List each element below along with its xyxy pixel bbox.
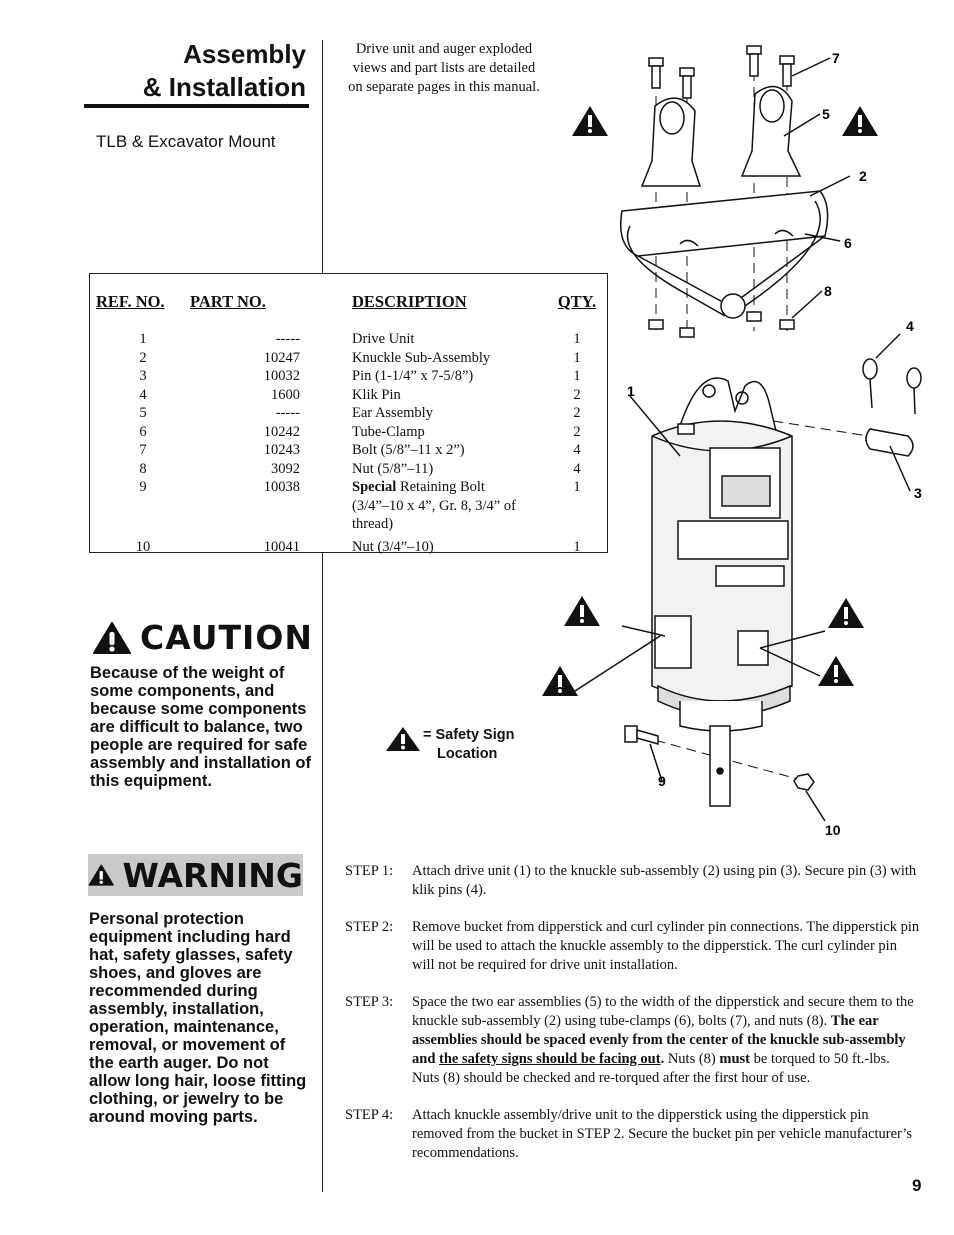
safety-sign-icon xyxy=(385,726,421,752)
step-label: STEP 1: xyxy=(345,863,394,879)
step-2 xyxy=(345,918,920,975)
legend-line-1: = Safety Sign xyxy=(423,727,515,743)
cell-qty: 2 xyxy=(573,405,581,421)
table-row xyxy=(96,404,601,423)
header-description: DESCRIPTION xyxy=(352,292,467,311)
cell-description: Bolt (5/8”–11 x 2”) xyxy=(352,442,465,458)
cell-ref: 4 xyxy=(139,386,147,403)
cell-ref: 3 xyxy=(139,368,147,384)
caution-triangle-icon xyxy=(92,621,132,655)
callout-6: 6 xyxy=(844,235,852,251)
callout-1: 1 xyxy=(627,383,635,399)
caution-label: CAUTION xyxy=(140,618,313,657)
description-bold: Special xyxy=(352,479,397,495)
cell-qty: 4 xyxy=(573,442,581,458)
table-row xyxy=(96,441,601,460)
table-row xyxy=(96,386,601,405)
step-3-bold-underline: the safety signs should be facing out xyxy=(439,1051,661,1067)
description-line-2: (3/4”–10 x 4”, Gr. 8, 3/4” of thread) xyxy=(352,497,516,532)
callout-2: 2 xyxy=(859,168,867,184)
safety-sign-legend xyxy=(385,726,514,764)
table-row xyxy=(96,367,601,386)
step-label: STEP 3: xyxy=(345,994,394,1010)
cell-ref: 10 xyxy=(135,538,151,555)
step-3-text-e: Nuts (8) xyxy=(664,1051,720,1067)
table-row xyxy=(96,538,601,557)
title-line-1: Assembly xyxy=(183,39,306,69)
cell-part: 10247 xyxy=(263,349,300,366)
page-title xyxy=(143,38,306,104)
step-label: STEP 2: xyxy=(345,919,394,935)
header-part-no: PART NO. xyxy=(190,292,266,311)
legend-text xyxy=(423,726,514,764)
step-text: Attach knuckle assembly/drive unit to the dipperstick using the dipperstick pin removed from the bucket in STEP 2. Secure the bucket pin per vehicle manufacturer’s recommendations. xyxy=(412,1107,913,1161)
legend-line-2: Location xyxy=(437,746,498,762)
step-3-bold-f: must xyxy=(719,1051,751,1067)
table-row xyxy=(96,478,601,534)
cell-part: ----- xyxy=(275,331,300,347)
callout-10: 10 xyxy=(825,822,841,838)
cell-qty: 2 xyxy=(573,423,581,440)
cell-part: 3092 xyxy=(271,460,300,477)
exploded-assembly-diagram xyxy=(530,36,940,846)
cell-qty: 1 xyxy=(573,538,581,555)
cell-ref: 8 xyxy=(139,460,147,477)
cell-ref: 2 xyxy=(139,349,147,366)
step-3-bold-d: . xyxy=(660,1051,665,1067)
column-divider xyxy=(322,40,323,1192)
table-row xyxy=(96,423,601,442)
step-4 xyxy=(345,1106,920,1163)
cell-description: Drive Unit xyxy=(352,331,415,347)
cell-ref: 6 xyxy=(139,423,147,440)
cell-description xyxy=(352,478,553,534)
page-number: 9 xyxy=(912,1176,922,1195)
header-ref-no: REF. NO. xyxy=(96,292,165,311)
step-3-text-a: Space the two ear assemblies (5) to the width of the dipperstick and secure them to the knuckle sub-assembly (2) using tube-clamps (6), bolts (7), and nuts (8). xyxy=(412,994,914,1029)
cell-qty: 2 xyxy=(573,386,581,403)
cell-part: 10242 xyxy=(263,423,300,440)
cell-description: Nut (5/8”–11) xyxy=(352,460,434,477)
cell-qty: 1 xyxy=(573,368,581,384)
cell-description: Nut (3/4”–10) xyxy=(352,538,434,555)
cell-description: Klik Pin xyxy=(352,386,401,403)
step-3-bold-b: The ear assemblies should be spaced evenly from the center of the knuckle sub-assembly and xyxy=(412,1013,906,1067)
table-row xyxy=(96,349,601,368)
cell-ref: 9 xyxy=(139,479,147,495)
step-text xyxy=(412,993,920,1088)
cell-qty: 1 xyxy=(573,331,581,347)
cell-ref: 1 xyxy=(139,331,147,347)
callout-5: 5 xyxy=(822,106,830,122)
table-row xyxy=(96,460,601,479)
callout-4: 4 xyxy=(906,318,914,334)
cell-qty: 4 xyxy=(573,460,581,477)
warning-header xyxy=(88,854,303,896)
cell-part: 10038 xyxy=(263,479,300,495)
cell-part: 10243 xyxy=(263,442,300,458)
step-text: Attach drive unit (1) to the knuckle sub-assembly (2) using pin (3). Secure pin (3) with klik pins (4). xyxy=(412,863,917,898)
caution-text: Because of the weight of some components, and because some components are difficult to balance, two people are required for safe assembly and installation of this equipment. xyxy=(90,664,311,790)
callout-7: 7 xyxy=(832,50,840,66)
cell-description: Pin (1-1/4” x 7-5/8”) xyxy=(352,368,474,384)
cell-description: Ear Assembly xyxy=(352,405,433,421)
cell-qty: 1 xyxy=(573,349,581,366)
callout-8: 8 xyxy=(824,283,832,299)
cell-part: 10032 xyxy=(263,368,300,384)
cell-ref: 7 xyxy=(139,442,147,458)
warning-text: Personal protection equipment including hard hat, safety glasses, safety shoes, and gloves are recommended during assembly, installation, operation, maintenance, removal, or movement of the earth auger. Do not allow long hair, loose fitting clothing, or jewelry to be around moving parts. xyxy=(89,910,307,1126)
cell-ref: 5 xyxy=(139,405,147,421)
cell-part: ----- xyxy=(275,405,300,421)
header-qty: QTY. xyxy=(557,292,597,311)
title-line-2: & Installation xyxy=(142,72,306,102)
cell-description: Knuckle Sub-Assembly xyxy=(352,349,491,366)
exploded-view-note: Drive unit and auger exploded views and part lists are detailed on separate pages in this manual. xyxy=(348,41,540,95)
cell-description: Tube-Clamp xyxy=(352,423,425,440)
warning-triangle-icon xyxy=(88,858,115,892)
step-text: Remove bucket from dipperstick and curl cylinder pin connections. The dipperstick pin will be used to attach the knuckle assembly to the dipperstick. The curl cylinder pin will not be required for drive unit installation. xyxy=(412,919,920,973)
callout-3: 3 xyxy=(914,485,922,501)
installation-steps xyxy=(345,862,920,1181)
parts-table-header xyxy=(96,292,601,330)
parts-table xyxy=(96,292,601,556)
step-3-text-g: be torqued to 50 ft.-lbs. Nuts (8) should be checked and re-torqued after the first hour of use. xyxy=(412,1051,890,1086)
step-3 xyxy=(345,993,920,1088)
cell-qty: 1 xyxy=(573,479,581,495)
step-label: STEP 4: xyxy=(345,1107,394,1123)
step-1 xyxy=(345,862,920,900)
cell-part: 1600 xyxy=(271,386,300,403)
subtitle: TLB & Excavator Mount xyxy=(96,132,276,151)
caution-header xyxy=(92,618,313,657)
title-rule xyxy=(84,104,309,108)
warning-label: WARNING xyxy=(122,855,303,895)
description-rest: Retaining Bolt xyxy=(396,479,485,495)
callout-9: 9 xyxy=(658,773,666,789)
cell-part: 10041 xyxy=(263,538,300,555)
table-row xyxy=(96,330,601,349)
